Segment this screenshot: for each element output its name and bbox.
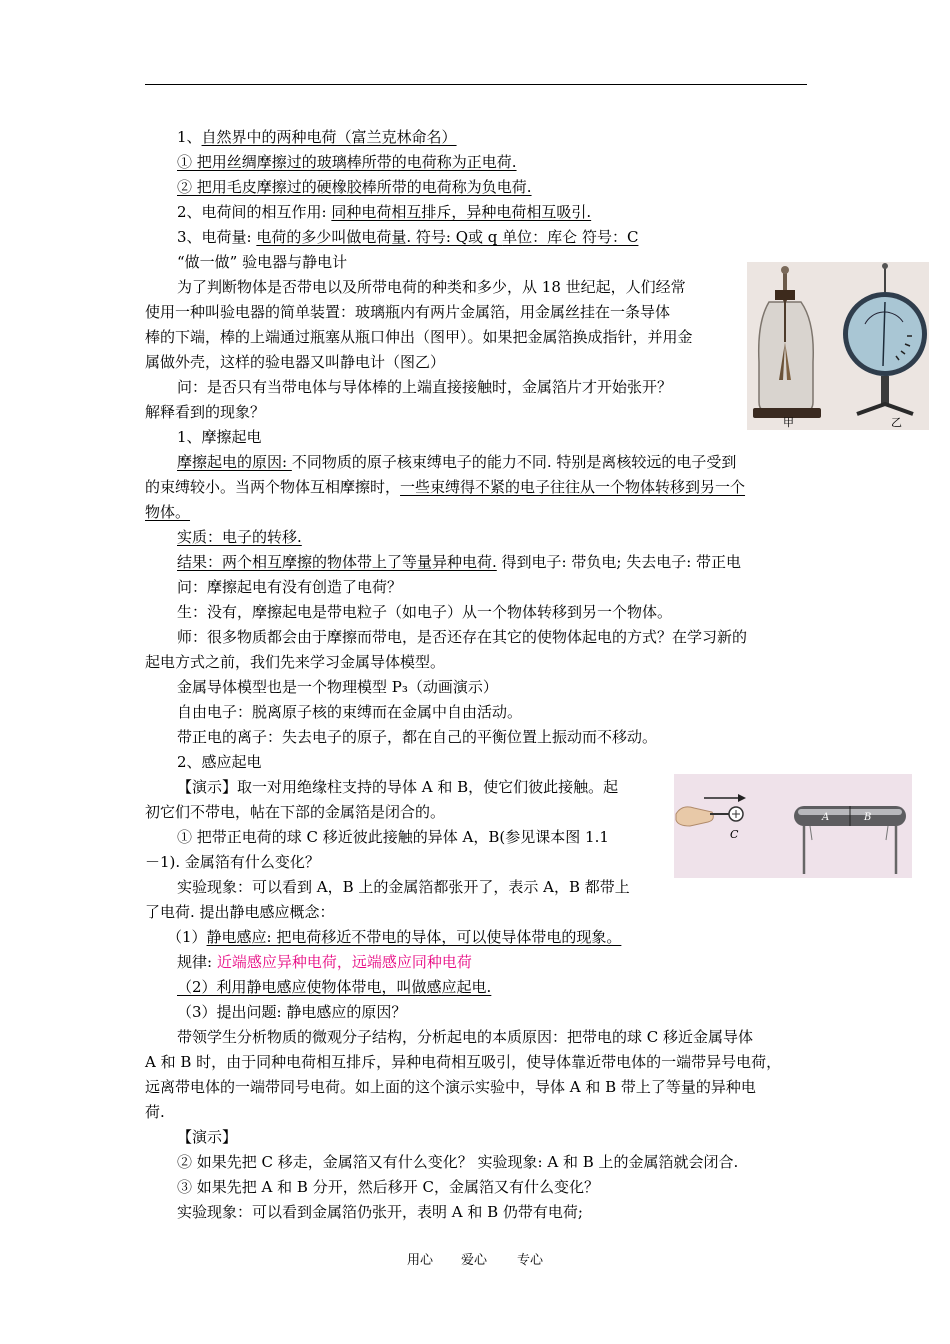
figure-label-left: 甲 — [783, 416, 794, 429]
text-segment: 近端感应异种电荷，远端感应同种电荷 — [216, 953, 472, 971]
text-line — [145, 852, 320, 872]
text-line — [145, 652, 445, 672]
conductor-a-label: A — [822, 812, 830, 823]
text-line — [177, 427, 262, 447]
text-segment: （1） — [167, 928, 207, 946]
text-segment: ③ 如果先把 A 和 B 分开，然后移开 C，金属箔又有什么变化？ — [177, 1178, 599, 1196]
text-line — [145, 327, 693, 347]
text-line — [177, 1202, 583, 1222]
text-segment: 1、摩擦起电 — [177, 428, 262, 446]
text-segment: 3、电荷量: — [177, 228, 257, 246]
text-line — [177, 952, 472, 972]
text-segment: 问：摩擦起电有没有创造了电荷？ — [177, 578, 403, 596]
text-segment: 生：没有，摩擦起电是带电粒子（如电子）从一个物体转移到另一个物体。 — [177, 603, 673, 621]
text-segment: （3）提出问题: 静电感应的原因？ — [177, 1003, 407, 1021]
text-segment: ① 把用丝绸摩擦过的玻璃棒所带的电荷称为正电荷. — [177, 153, 517, 171]
text-line — [177, 152, 517, 172]
footer-item: 用心 — [407, 1253, 434, 1268]
text-line — [167, 927, 621, 947]
text-line — [177, 127, 457, 147]
text-segment: “做一做” 验电器与静电计 — [177, 253, 348, 271]
text-segment: 远离带电体的一端带同号电荷。如上面的这个演示实验中，导体 A 和 B 带上了等量的异种电 — [145, 1078, 756, 1096]
text-line — [145, 1052, 781, 1072]
text-line — [177, 277, 686, 297]
text-line — [145, 502, 190, 522]
footer-item: 专心 — [517, 1253, 544, 1268]
text-segment: 规律: — [177, 953, 217, 971]
text-segment: 得到电子: 带负电; 失去电子: 带正电 — [496, 553, 742, 571]
text-segment: 【演示】 — [177, 1128, 238, 1146]
text-line — [145, 352, 445, 372]
text-line — [177, 1152, 738, 1172]
text-line — [177, 727, 657, 747]
text-line — [145, 902, 335, 922]
text-line — [145, 402, 265, 422]
text-segment: 为了判断物体是否带电以及所带电荷的种类和多少，从 18 世纪起，人们经常 — [177, 278, 686, 296]
text-segment: 2、感应起电 — [177, 753, 262, 771]
text-line — [177, 552, 741, 572]
text-segment: 同种电荷相互排斥，异种电荷相互吸引. — [331, 203, 592, 221]
text-line — [177, 752, 262, 772]
text-segment: 师：很多物质都会由于摩擦而带电，是否还存在其它的使物体起电的方式？在学习新的 — [177, 628, 748, 646]
text-segment: ② 如果先把 C 移走，金属箔又有什么变化？ 实验现象: A 和 B 上的金属箔就会闭合. — [177, 1153, 739, 1171]
text-line — [177, 1177, 599, 1197]
text-segment: 实质：电子的转移. — [177, 528, 302, 546]
ball-c-label: C — [730, 828, 739, 841]
text-line — [177, 252, 347, 272]
text-segment: 实验现象：可以看到金属箔仍张开，表明 A 和 B 仍带有电荷; — [177, 1203, 583, 1221]
text-line — [145, 1102, 165, 1122]
text-segment: 物体。 — [145, 503, 191, 521]
text-segment: 使用一种叫验电器的简单装置：玻璃瓶内有两片金属箔，用金属丝挂在一条导体 — [145, 303, 671, 321]
text-segment: 起电方式之前，我们先来学习金属导体模型。 — [145, 653, 446, 671]
text-line — [177, 527, 302, 547]
text-segment: 属做外壳，这样的验电器又叫静电计（图乙） — [145, 353, 446, 371]
text-segment: 不同物质的原子核束缚电子的能力不同. 特别是离核较远的电子受到 — [291, 453, 737, 471]
text-line — [145, 477, 745, 497]
text-segment: 结果：两个相互摩擦的物体带上了等量异种电荷. — [177, 553, 497, 571]
text-segment: 实验现象：可以看到 A，B 上的金属箔都张开了，表示 A，B 都带上 — [177, 878, 630, 896]
text-segment: 初它们不带电，帖在下部的金属箔是闭合的。 — [145, 803, 446, 821]
text-line — [177, 627, 747, 647]
text-segment: 【演示】取一对用绝缘柱支持的导体 A 和 B，使它们彼此接触。起 — [177, 778, 619, 796]
text-segment: －1). 金属箔有什么变化？ — [145, 853, 320, 871]
text-segment: 解释看到的现象？ — [145, 403, 266, 421]
text-segment: 荷. — [145, 1103, 165, 1121]
electroscope-figure — [747, 262, 929, 430]
text-line — [177, 702, 522, 722]
figure-label-right: 乙 — [891, 416, 902, 429]
text-segment: （2）利用静电感应使物体带电，叫做感应起电. — [177, 978, 492, 996]
text-segment: ① 把带正电荷的球 C 移近彼此接触的异体 A，B(参见课本图 1.1 — [177, 828, 609, 846]
text-segment: 电荷的多少叫做电荷量. 符号: Q或 q — [256, 228, 503, 246]
text-line — [145, 302, 670, 322]
text-segment: 带领学生分析物质的微观分子结构，分析起电的本质原因：把带电的球 C 移近金属导体 — [177, 1028, 754, 1046]
text-segment: 一些束缚得不紧的电子往往从一个物体转移到另一个 — [400, 478, 746, 496]
text-segment: 单位：库仑 — [502, 228, 582, 246]
footer-item: 爱心 — [461, 1253, 488, 1268]
text-segment: 棒的下端，棒的上端通过瓶塞从瓶口伸出（图甲）。如果把金属箔换成指针，并用金 — [145, 328, 693, 346]
conductor-b-label: B — [864, 812, 872, 823]
text-segment: 符号：C — [581, 228, 639, 246]
text-segment: 1、 — [177, 128, 202, 146]
header-rule — [145, 84, 807, 85]
text-line — [177, 227, 638, 247]
text-segment: 了电荷. 提出静电感应概念： — [145, 903, 335, 921]
text-segment: 自由电子：脱离原子核的束缚而在金属中自由活动。 — [177, 703, 523, 721]
text-line — [177, 677, 498, 697]
text-segment: ② 把用毛皮摩擦过的硬橡胶棒所带的电荷称为负电荷. — [177, 178, 532, 196]
text-segment: 自然界中的两种电荷（富兰克林命名） — [201, 128, 457, 146]
text-line — [177, 827, 609, 847]
text-segment: 的束缚较小。当两个物体互相摩擦时， — [145, 478, 401, 496]
text-line — [177, 1127, 237, 1147]
text-line — [177, 602, 672, 622]
text-segment: 静电感应: 把电荷移近不带电的导体，可以使导体带电的现象。 — [206, 928, 622, 946]
text-segment: 带正电的离子：失去电子的原子，都在自己的平衡位置上振动而不移动。 — [177, 728, 658, 746]
induction-figure — [674, 774, 912, 878]
text-line — [177, 577, 402, 597]
text-line — [145, 1077, 756, 1097]
text-line — [177, 177, 532, 197]
text-line — [177, 377, 672, 397]
text-line — [177, 977, 491, 997]
text-line — [145, 802, 445, 822]
text-segment: 摩擦起电的原因: — [177, 453, 292, 471]
text-line — [177, 1027, 753, 1047]
text-segment: 2、电荷间的相互作用: — [177, 203, 332, 221]
text-segment: 问：是否只有当带电体与导体棒的上端直接接触时，金属箔片才开始张开？ — [177, 378, 673, 396]
text-line — [177, 777, 618, 797]
text-segment: 金属导体模型也是一个物理模型 P₃（动画演示） — [177, 678, 498, 696]
text-line — [177, 202, 591, 222]
text-line — [177, 877, 630, 897]
text-line — [177, 1002, 406, 1022]
text-segment: A 和 B 时，由于同种电荷相互排斥，异种电荷相互吸引，使导体靠近带电体的一端带异号电荷， — [145, 1053, 782, 1071]
text-line — [177, 452, 736, 472]
